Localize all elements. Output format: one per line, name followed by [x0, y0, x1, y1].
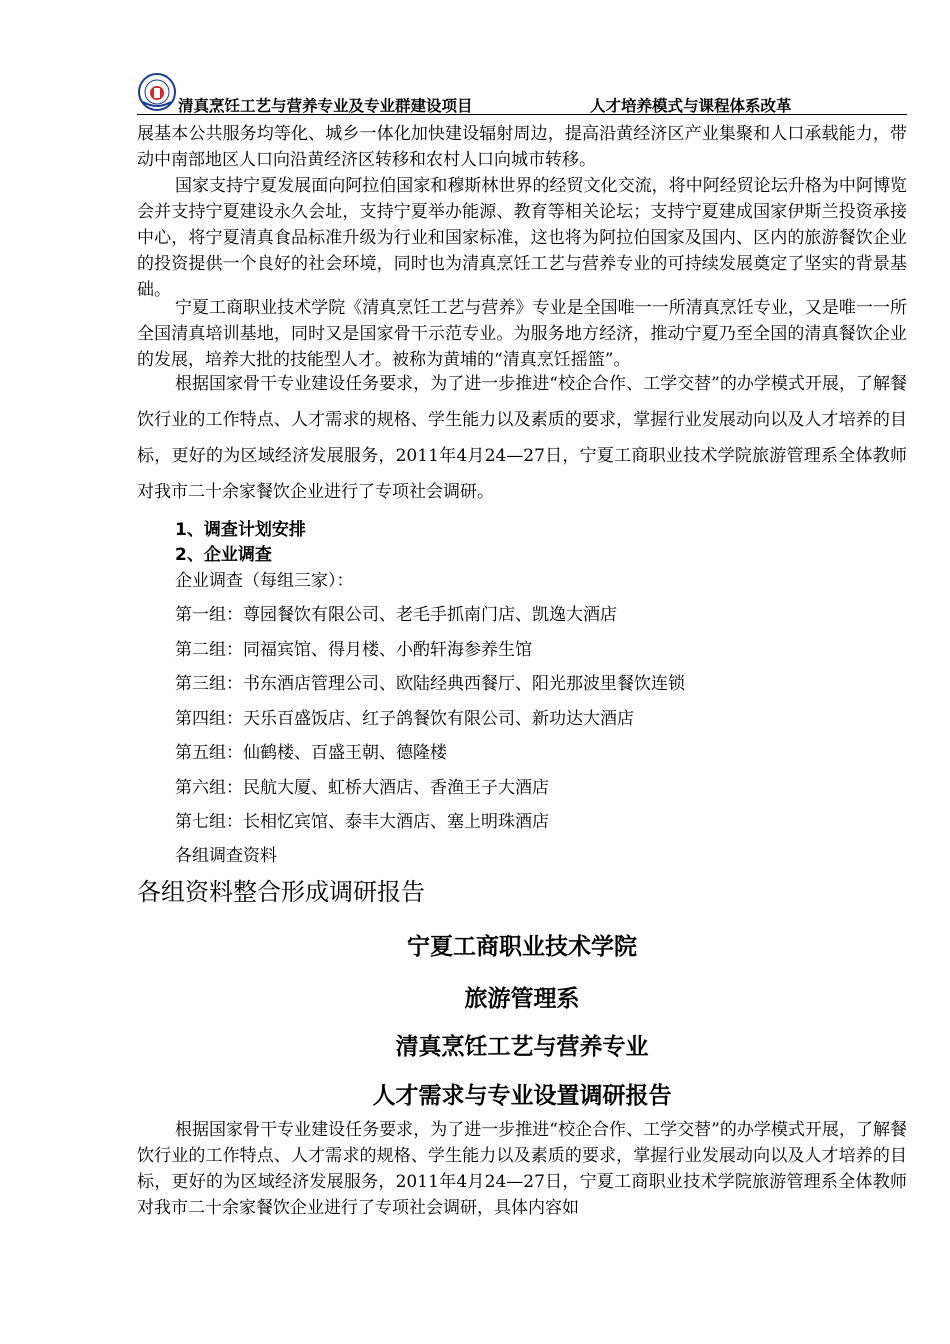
- paragraph-4: 根据国家骨干专业建设任务要求，为了进一步推进“校企合作、工学交替”的办学模式开展，了解餐饮行业的工作特点、人才需求的规格、学生能力以及素质的要求，掌握行业发展动向以及人才培养的目标，更好的为区域经济发展服务，2011年4月24—27日，宁夏工商职业技术学院旅游管理系全体教师对我市二十余家餐饮企业进行了专项社会调研。: [137, 374, 907, 502]
- paragraph-5: 根据国家骨干专业建设任务要求，为了进一步推进“校企合作、工学交替”的办学模式开展，了解餐饮行业的工作特点、人才需求的规格、学生能力以及素质的要求，掌握行业发展动向以及人才培养的目标，更好的为区域经济发展服务，2011年4月24—27日，宁夏工商职业技术学院旅游管理系全体教师对我市二十余家餐饮企业进行了专项社会调研，具体内容如: [137, 1120, 907, 1218]
- header-project-title: 清真烹饪工艺与营养专业及专业群建设项目: [178, 97, 473, 115]
- report-title-major: 清真烹饪工艺与营养专业: [395, 1034, 649, 1060]
- section-heading-survey: 2、企业调查: [175, 545, 272, 565]
- survey-group: 第四组：天乐百盛饭店、红子鸽餐饮有限公司、新功达大酒店: [175, 709, 634, 729]
- report-title-school: 宁夏工商职业技术学院: [407, 934, 637, 960]
- header-section-title: 人才培养模式与课程体系改革: [590, 97, 792, 115]
- paragraph-2: 国家支持宁夏发展面向阿拉伯国家和穆斯林世界的经贸文化交流，将中阿经贸论坛升格为中阿博览会并支持宁夏建设永久会址，支持宁夏举办能源、教育等相关论坛；支持宁夏建成国家伊斯兰投资承接中心，将宁夏清真食品标准升级为行业和国家标准，这也将为阿拉伯国家及国内、区内的旅游餐饮企业的投资提供一个良好的社会环境，同时也为清真烹饪工艺与营养专业的可持续发展奠定了坚实的背景基础。: [137, 176, 907, 300]
- survey-group: 第二组：同福宾馆、得月楼、小酌轩海参养生馆: [175, 640, 532, 660]
- survey-intro: 企业调查（每组三家）：: [175, 571, 354, 591]
- school-logo-icon: [137, 72, 177, 112]
- paragraph-1: 展基本公共服务均等化、城乡一体化加快建设辐射周边，提高沿黄经济区产业集聚和人口承载能力，带动中南部地区人口向沿黄经济区转移和农村人口向城市转移。: [137, 124, 907, 170]
- report-title-main: 人才需求与专业设置调研报告: [372, 1083, 672, 1109]
- survey-summary: 各组资料整合形成调研报告: [137, 878, 425, 906]
- survey-group: 第三组：书东酒店管理公司、欧陆经典西餐厅、阳光那波里餐饮连锁: [175, 674, 685, 694]
- section-heading-plan: 1、调查计划安排: [175, 520, 306, 540]
- survey-group: 第五组：仙鹤楼、百盛王朝、德隆楼: [175, 743, 447, 763]
- survey-group: 第一组：尊园餐饮有限公司、老毛手抓南门店、凯逸大酒店: [175, 605, 617, 625]
- paragraph-3: 宁夏工商职业技术学院《清真烹饪工艺与营养》专业是全国唯一一所清真烹饪专业，又是唯一一所全国清真培训基地，同时又是国家骨干示范专业。为服务地方经济，推动宁夏乃至全国的清真餐饮企业的发展，培养大批的技能型人才。被称为黄埔的“清真烹饪摇篮”。: [137, 298, 907, 370]
- survey-materials: 各组调查资料: [175, 846, 277, 866]
- page-header: [137, 72, 907, 115]
- report-title-department: 旅游管理系: [464, 986, 580, 1012]
- survey-group: 第六组：民航大厦、虹桥大酒店、香渔王子大酒店: [175, 778, 549, 798]
- survey-group: 第七组：长相忆宾馆、泰丰大酒店、塞上明珠酒店: [175, 812, 549, 832]
